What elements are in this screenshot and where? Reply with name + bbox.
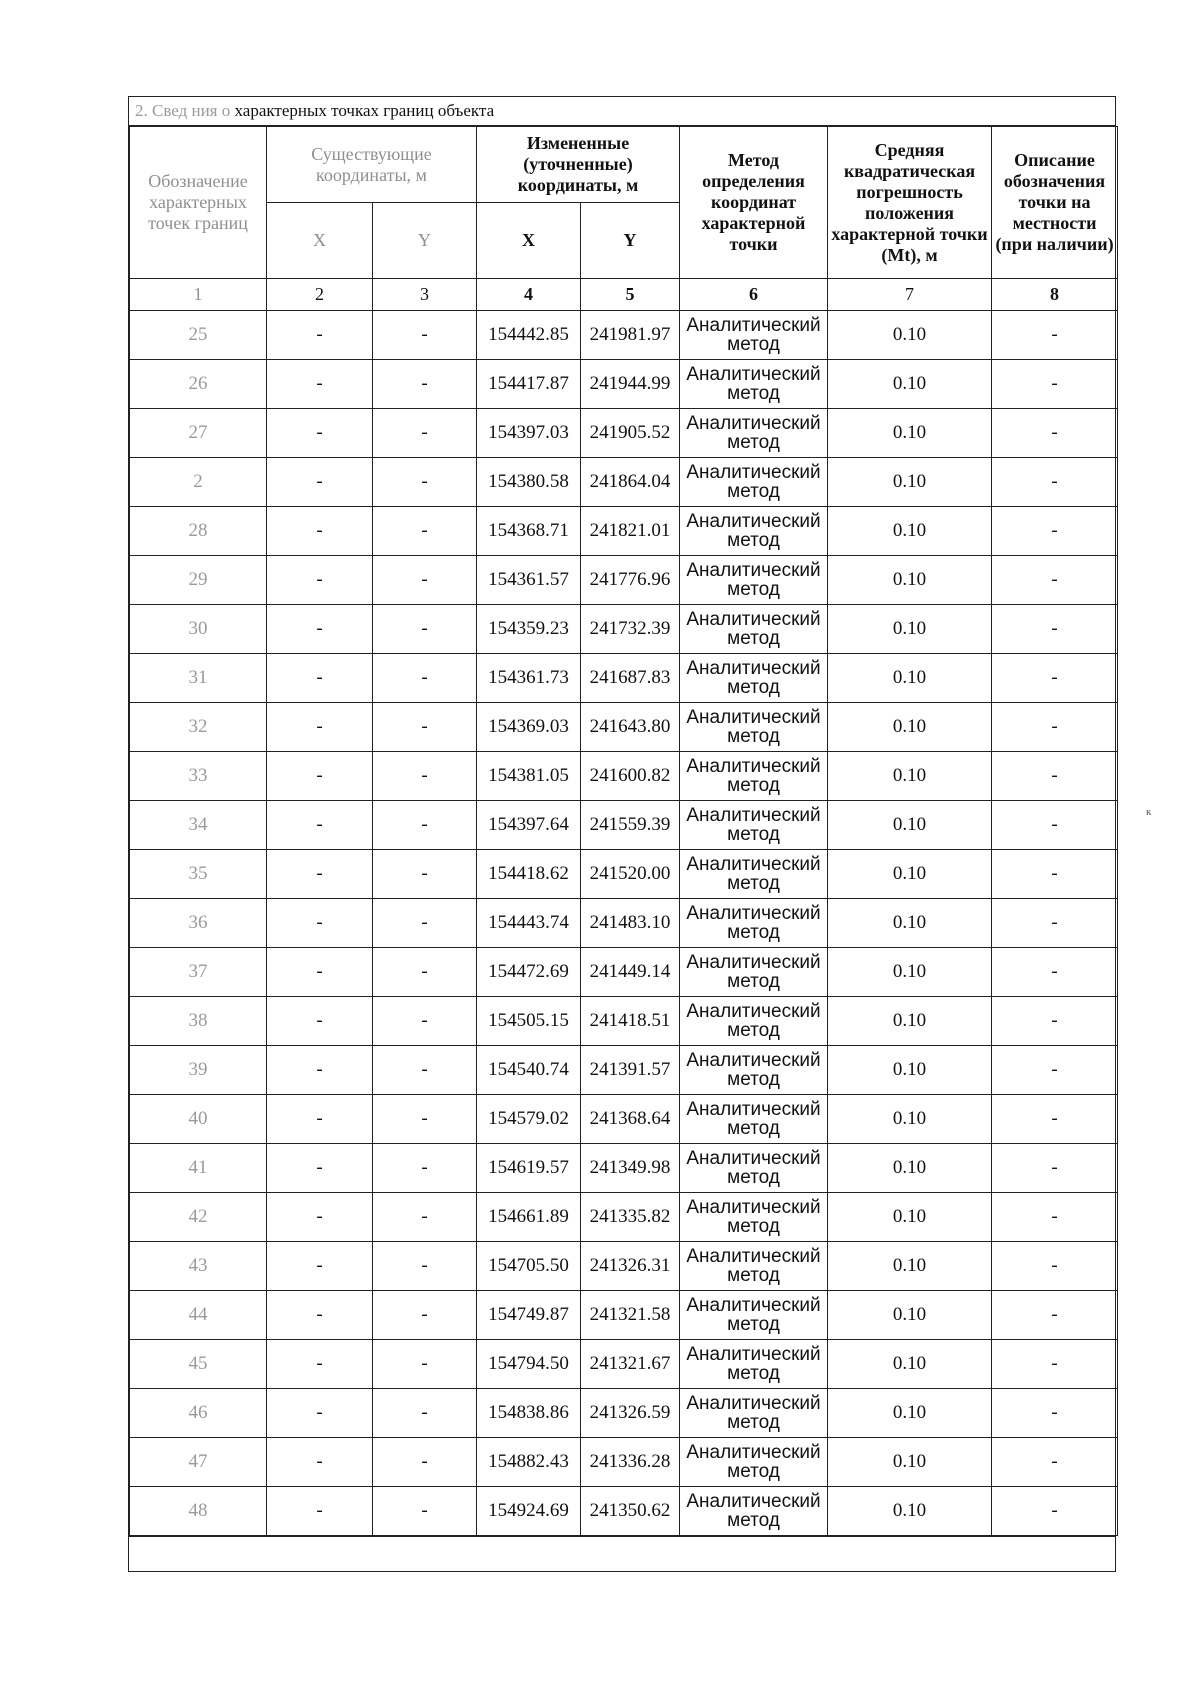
- table-row: [130, 360, 1118, 409]
- accuracy-cell: 0.10: [828, 1193, 992, 1242]
- existing-x: -: [267, 1438, 373, 1487]
- changed-x: 154368.71: [477, 507, 581, 556]
- method-cell: Аналитический метод: [680, 507, 828, 556]
- changed-y: 241336.28: [581, 1438, 680, 1487]
- description-cell: -: [992, 752, 1118, 801]
- table-row: [130, 1144, 1118, 1193]
- header-y-existing: Y: [373, 203, 477, 279]
- changed-x: 154442.85: [477, 311, 581, 360]
- description-cell: -: [992, 654, 1118, 703]
- changed-y: 241321.67: [581, 1340, 680, 1389]
- changed-x: 154397.64: [477, 801, 581, 850]
- point-designation: 45: [130, 1340, 267, 1389]
- changed-y: 241391.57: [581, 1046, 680, 1095]
- header-method: Метод определения координат характерной точки: [680, 127, 828, 279]
- changed-y: 241776.96: [581, 556, 680, 605]
- table-frame: [128, 96, 1116, 1572]
- changed-x: 154380.58: [477, 458, 581, 507]
- header-changed-coordinates: Измененные (уточненные) координаты, м: [477, 127, 680, 203]
- changed-x: 154472.69: [477, 948, 581, 997]
- method-cell: Аналитический метод: [680, 1144, 828, 1193]
- changed-x: 154443.74: [477, 899, 581, 948]
- accuracy-cell: 0.10: [828, 360, 992, 409]
- description-cell: -: [992, 507, 1118, 556]
- changed-y: 241559.39: [581, 801, 680, 850]
- changed-y: 241643.80: [581, 703, 680, 752]
- method-cell: Аналитический метод: [680, 1438, 828, 1487]
- existing-y: -: [373, 801, 477, 850]
- existing-x: -: [267, 1291, 373, 1340]
- table-row: [130, 556, 1118, 605]
- point-designation: 46: [130, 1389, 267, 1438]
- point-designation: 44: [130, 1291, 267, 1340]
- table-row: [130, 1046, 1118, 1095]
- method-cell: Аналитический метод: [680, 556, 828, 605]
- table-row: [130, 409, 1118, 458]
- accuracy-cell: 0.10: [828, 1291, 992, 1340]
- existing-x: -: [267, 311, 373, 360]
- existing-y: -: [373, 458, 477, 507]
- existing-x: -: [267, 801, 373, 850]
- col-number: 2: [267, 279, 373, 311]
- point-designation: 39: [130, 1046, 267, 1095]
- existing-y: -: [373, 1438, 477, 1487]
- existing-x: -: [267, 1095, 373, 1144]
- header-y-changed: Y: [581, 203, 680, 279]
- description-cell: -: [992, 1389, 1118, 1438]
- accuracy-cell: 0.10: [828, 1487, 992, 1536]
- margin-mark: к: [1146, 806, 1152, 818]
- col-number: 7: [828, 279, 992, 311]
- method-cell: Аналитический метод: [680, 850, 828, 899]
- document-sheet: [128, 96, 1116, 1572]
- boundary-points-table: [129, 126, 1118, 1536]
- existing-y: -: [373, 850, 477, 899]
- changed-y: 241981.97: [581, 311, 680, 360]
- existing-y: -: [373, 409, 477, 458]
- table-row: [130, 1193, 1118, 1242]
- accuracy-cell: 0.10: [828, 850, 992, 899]
- accuracy-cell: 0.10: [828, 801, 992, 850]
- accuracy-cell: 0.10: [828, 1095, 992, 1144]
- header-description: Описание обозначения точки на местности (при наличии): [992, 127, 1118, 279]
- existing-x: -: [267, 556, 373, 605]
- point-designation: 33: [130, 752, 267, 801]
- accuracy-cell: 0.10: [828, 1046, 992, 1095]
- point-designation: 30: [130, 605, 267, 654]
- table-row: [130, 458, 1118, 507]
- accuracy-cell: 0.10: [828, 654, 992, 703]
- description-cell: -: [992, 899, 1118, 948]
- col-number: 5: [581, 279, 680, 311]
- existing-y: -: [373, 997, 477, 1046]
- changed-x: 154838.86: [477, 1389, 581, 1438]
- table-body: [130, 311, 1118, 1536]
- table-row: [130, 801, 1118, 850]
- description-cell: -: [992, 850, 1118, 899]
- changed-y: 241600.82: [581, 752, 680, 801]
- table-row: [130, 1095, 1118, 1144]
- existing-y: -: [373, 703, 477, 752]
- method-cell: Аналитический метод: [680, 1193, 828, 1242]
- method-cell: Аналитический метод: [680, 458, 828, 507]
- changed-y: 241368.64: [581, 1095, 680, 1144]
- method-cell: Аналитический метод: [680, 752, 828, 801]
- accuracy-cell: 0.10: [828, 1144, 992, 1193]
- table-row: [130, 850, 1118, 899]
- accuracy-cell: 0.10: [828, 899, 992, 948]
- existing-y: -: [373, 1193, 477, 1242]
- method-cell: Аналитический метод: [680, 605, 828, 654]
- method-cell: Аналитический метод: [680, 801, 828, 850]
- method-cell: Аналитический метод: [680, 1389, 828, 1438]
- existing-y: -: [373, 752, 477, 801]
- existing-x: -: [267, 850, 373, 899]
- changed-y: 241349.98: [581, 1144, 680, 1193]
- description-cell: -: [992, 1438, 1118, 1487]
- point-designation: 48: [130, 1487, 267, 1536]
- point-designation: 41: [130, 1144, 267, 1193]
- existing-x: -: [267, 654, 373, 703]
- changed-y: 241732.39: [581, 605, 680, 654]
- point-designation: 34: [130, 801, 267, 850]
- point-designation: 36: [130, 899, 267, 948]
- changed-x: 154705.50: [477, 1242, 581, 1291]
- description-cell: -: [992, 1193, 1118, 1242]
- header-x-changed: X: [477, 203, 581, 279]
- col-number: 3: [373, 279, 477, 311]
- existing-x: -: [267, 605, 373, 654]
- existing-y: -: [373, 1046, 477, 1095]
- changed-y: 241326.59: [581, 1389, 680, 1438]
- header-existing-coordinates: Существующие координаты, м: [267, 127, 477, 203]
- table-row: [130, 997, 1118, 1046]
- header-accuracy: Средняя квадратическая погрешность положения характерной точки (Mt), м: [828, 127, 992, 279]
- description-cell: -: [992, 1291, 1118, 1340]
- accuracy-cell: 0.10: [828, 1340, 992, 1389]
- existing-x: -: [267, 458, 373, 507]
- changed-y: 241520.00: [581, 850, 680, 899]
- header-x-existing: X: [267, 203, 373, 279]
- method-cell: Аналитический метод: [680, 1340, 828, 1389]
- accuracy-cell: 0.10: [828, 1389, 992, 1438]
- table-row: [130, 948, 1118, 997]
- changed-x: 154749.87: [477, 1291, 581, 1340]
- accuracy-cell: 0.10: [828, 556, 992, 605]
- changed-y: 241687.83: [581, 654, 680, 703]
- description-cell: -: [992, 801, 1118, 850]
- existing-y: -: [373, 311, 477, 360]
- method-cell: Аналитический метод: [680, 1487, 828, 1536]
- table-row: [130, 1389, 1118, 1438]
- table-row: [130, 654, 1118, 703]
- description-cell: -: [992, 1095, 1118, 1144]
- accuracy-cell: 0.10: [828, 605, 992, 654]
- existing-x: -: [267, 507, 373, 556]
- changed-y: 241821.01: [581, 507, 680, 556]
- description-cell: -: [992, 997, 1118, 1046]
- table-row: [130, 703, 1118, 752]
- existing-x: -: [267, 997, 373, 1046]
- section-title-faded: 2. Свед ния о: [135, 101, 231, 120]
- col-number: 8: [992, 279, 1118, 311]
- point-designation: 42: [130, 1193, 267, 1242]
- existing-x: -: [267, 1389, 373, 1438]
- accuracy-cell: 0.10: [828, 1242, 992, 1291]
- method-cell: Аналитический метод: [680, 1291, 828, 1340]
- existing-x: -: [267, 360, 373, 409]
- col-number: 1: [130, 279, 267, 311]
- method-cell: Аналитический метод: [680, 311, 828, 360]
- accuracy-cell: 0.10: [828, 997, 992, 1046]
- changed-y: 241321.58: [581, 1291, 680, 1340]
- changed-x: 154361.73: [477, 654, 581, 703]
- existing-x: -: [267, 1046, 373, 1095]
- point-designation: 32: [130, 703, 267, 752]
- existing-y: -: [373, 507, 477, 556]
- section-title-text: характерных точках границ объекта: [234, 101, 495, 120]
- existing-y: -: [373, 556, 477, 605]
- method-cell: Аналитический метод: [680, 360, 828, 409]
- accuracy-cell: 0.10: [828, 752, 992, 801]
- table-footer-space: [129, 1536, 1115, 1571]
- table-row: [130, 1340, 1118, 1389]
- existing-y: -: [373, 360, 477, 409]
- accuracy-cell: 0.10: [828, 311, 992, 360]
- table-row: [130, 1291, 1118, 1340]
- table-row: [130, 311, 1118, 360]
- description-cell: -: [992, 703, 1118, 752]
- description-cell: -: [992, 458, 1118, 507]
- description-cell: -: [992, 556, 1118, 605]
- method-cell: Аналитический метод: [680, 703, 828, 752]
- description-cell: -: [992, 948, 1118, 997]
- point-designation: 31: [130, 654, 267, 703]
- changed-x: 154540.74: [477, 1046, 581, 1095]
- method-cell: Аналитический метод: [680, 997, 828, 1046]
- changed-x: 154381.05: [477, 752, 581, 801]
- existing-y: -: [373, 654, 477, 703]
- existing-y: -: [373, 1340, 477, 1389]
- changed-x: 154924.69: [477, 1487, 581, 1536]
- table-row: [130, 899, 1118, 948]
- existing-x: -: [267, 948, 373, 997]
- changed-y: 241944.99: [581, 360, 680, 409]
- existing-y: -: [373, 899, 477, 948]
- existing-x: -: [267, 1242, 373, 1291]
- existing-y: -: [373, 1291, 477, 1340]
- description-cell: -: [992, 1046, 1118, 1095]
- changed-x: 154418.62: [477, 850, 581, 899]
- point-designation: 26: [130, 360, 267, 409]
- changed-y: 241449.14: [581, 948, 680, 997]
- existing-y: -: [373, 1389, 477, 1438]
- changed-x: 154579.02: [477, 1095, 581, 1144]
- point-designation: 47: [130, 1438, 267, 1487]
- changed-x: 154359.23: [477, 605, 581, 654]
- changed-y: 241864.04: [581, 458, 680, 507]
- changed-y: 241483.10: [581, 899, 680, 948]
- header-point-designation: Обозначение характерных точек границ: [130, 127, 267, 279]
- changed-y: 241905.52: [581, 409, 680, 458]
- accuracy-cell: 0.10: [828, 1438, 992, 1487]
- changed-x: 154882.43: [477, 1438, 581, 1487]
- accuracy-cell: 0.10: [828, 458, 992, 507]
- existing-y: -: [373, 1242, 477, 1291]
- existing-x: -: [267, 1340, 373, 1389]
- existing-x: -: [267, 752, 373, 801]
- existing-x: -: [267, 1144, 373, 1193]
- method-cell: Аналитический метод: [680, 899, 828, 948]
- column-number-row: [130, 279, 1118, 311]
- method-cell: Аналитический метод: [680, 409, 828, 458]
- table-row: [130, 1438, 1118, 1487]
- accuracy-cell: 0.10: [828, 507, 992, 556]
- accuracy-cell: 0.10: [828, 703, 992, 752]
- existing-y: -: [373, 1095, 477, 1144]
- changed-y: 241326.31: [581, 1242, 680, 1291]
- existing-y: -: [373, 1487, 477, 1536]
- description-cell: -: [992, 1487, 1118, 1536]
- method-cell: Аналитический метод: [680, 1095, 828, 1144]
- description-cell: -: [992, 1144, 1118, 1193]
- table-row: [130, 507, 1118, 556]
- point-designation: 43: [130, 1242, 267, 1291]
- existing-y: -: [373, 605, 477, 654]
- method-cell: Аналитический метод: [680, 1242, 828, 1291]
- existing-x: -: [267, 703, 373, 752]
- changed-x: 154361.57: [477, 556, 581, 605]
- changed-y: 241350.62: [581, 1487, 680, 1536]
- point-designation: 29: [130, 556, 267, 605]
- col-number: 6: [680, 279, 828, 311]
- changed-x: 154619.57: [477, 1144, 581, 1193]
- point-designation: 37: [130, 948, 267, 997]
- changed-y: 241418.51: [581, 997, 680, 1046]
- changed-x: 154794.50: [477, 1340, 581, 1389]
- changed-x: 154369.03: [477, 703, 581, 752]
- point-designation: 27: [130, 409, 267, 458]
- existing-y: -: [373, 1144, 477, 1193]
- point-designation: 28: [130, 507, 267, 556]
- method-cell: Аналитический метод: [680, 1046, 828, 1095]
- existing-x: -: [267, 899, 373, 948]
- section-title: [129, 97, 1115, 126]
- description-cell: -: [992, 360, 1118, 409]
- point-designation: 25: [130, 311, 267, 360]
- description-cell: -: [992, 605, 1118, 654]
- description-cell: -: [992, 1242, 1118, 1291]
- method-cell: Аналитический метод: [680, 948, 828, 997]
- table-row: [130, 1487, 1118, 1536]
- description-cell: -: [992, 311, 1118, 360]
- changed-x: 154505.15: [477, 997, 581, 1046]
- accuracy-cell: 0.10: [828, 948, 992, 997]
- description-cell: -: [992, 409, 1118, 458]
- table-row: [130, 1242, 1118, 1291]
- changed-x: 154417.87: [477, 360, 581, 409]
- table-row: [130, 752, 1118, 801]
- existing-x: -: [267, 1487, 373, 1536]
- existing-x: -: [267, 409, 373, 458]
- existing-x: -: [267, 1193, 373, 1242]
- description-cell: -: [992, 1340, 1118, 1389]
- point-designation: 35: [130, 850, 267, 899]
- changed-x: 154397.03: [477, 409, 581, 458]
- changed-y: 241335.82: [581, 1193, 680, 1242]
- table-row: [130, 605, 1118, 654]
- point-designation: 40: [130, 1095, 267, 1144]
- method-cell: Аналитический метод: [680, 654, 828, 703]
- point-designation: 38: [130, 997, 267, 1046]
- accuracy-cell: 0.10: [828, 409, 992, 458]
- existing-y: -: [373, 948, 477, 997]
- col-number: 4: [477, 279, 581, 311]
- point-designation: 2: [130, 458, 267, 507]
- changed-x: 154661.89: [477, 1193, 581, 1242]
